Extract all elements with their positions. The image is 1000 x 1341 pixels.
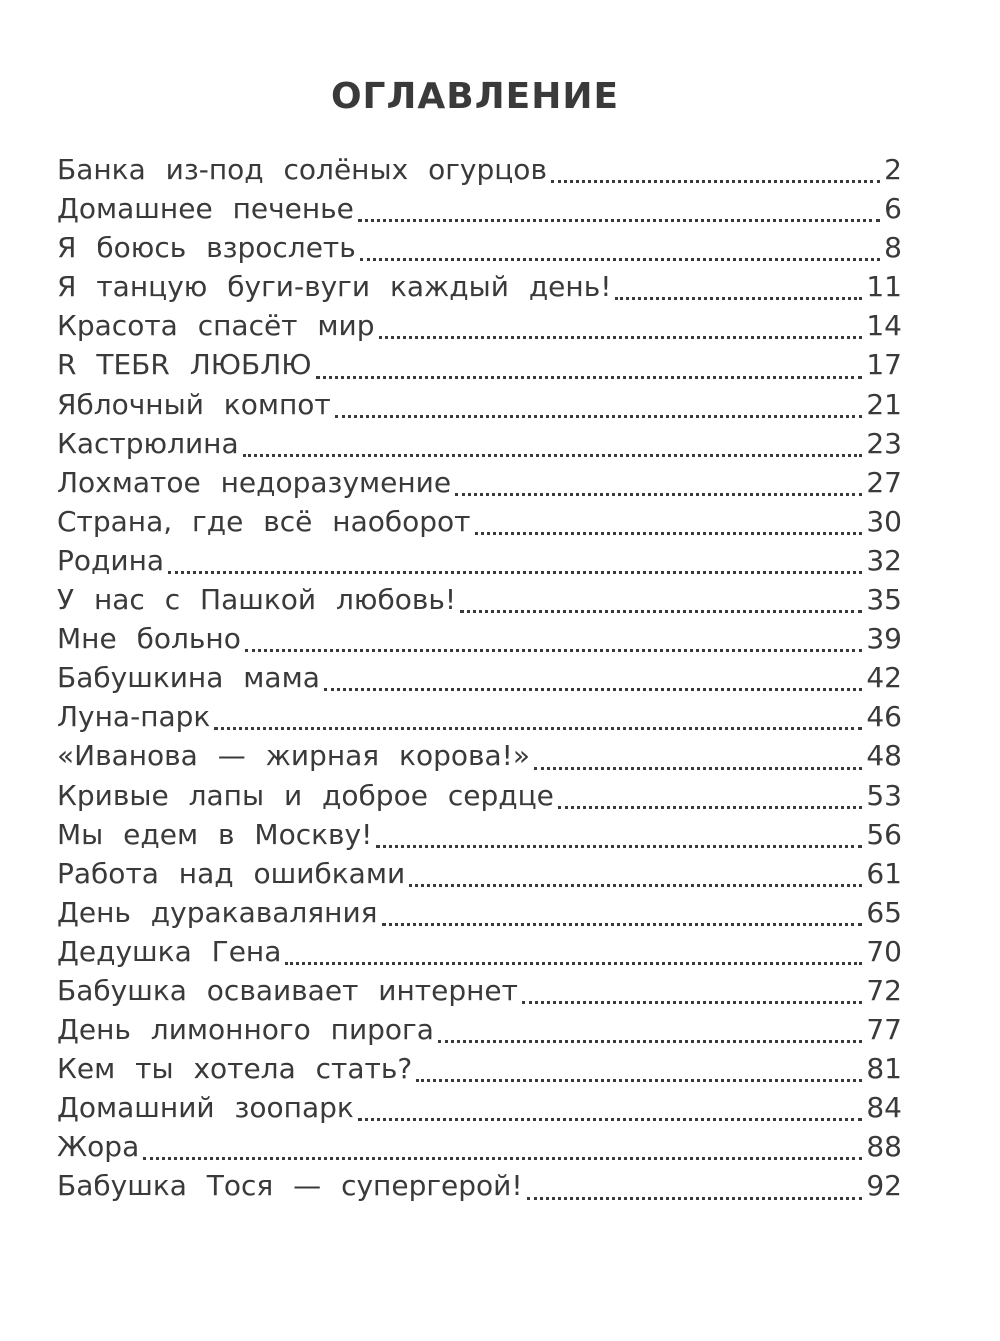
- toc-entry-title: Луна-парк: [57, 700, 211, 734]
- dot-leader: [416, 1079, 862, 1082]
- toc-entry: [57, 150, 902, 189]
- toc-entry: [57, 580, 902, 619]
- toc-entry-title: «Иванова — жирная корова!»: [57, 739, 531, 773]
- toc-entry-page-number: 30: [866, 504, 902, 538]
- dot-leader: [534, 767, 862, 770]
- toc-entry-title: Бабушка Тося — супергерой!: [57, 1169, 523, 1203]
- toc-entry-page-number: 42: [866, 661, 902, 695]
- dot-leader: [379, 336, 863, 339]
- toc-entry-page-number: 39: [866, 622, 902, 656]
- dot-leader: [460, 610, 862, 613]
- toc-entry: [57, 1088, 902, 1127]
- dot-leader: [358, 1118, 863, 1121]
- dot-leader: [475, 532, 863, 535]
- toc-entry-title: Домашнее печенье: [57, 192, 354, 226]
- toc-entry: [57, 854, 902, 893]
- toc-entry-title: Работа над ошибками: [57, 856, 406, 890]
- toc-entry-title: Яблочный компот: [57, 387, 331, 421]
- toc-entry-page-number: 81: [866, 1052, 902, 1086]
- toc-entry-page-number: 6: [884, 192, 902, 226]
- toc-entry-title: Мне больно: [57, 622, 241, 656]
- dot-leader: [527, 1197, 863, 1200]
- dot-leader: [214, 727, 862, 730]
- toc-entry-title: R ТЕБR ЛЮБЛЮ: [57, 348, 312, 382]
- toc-entry-title: Банка из-под солёных огурцов: [57, 153, 547, 186]
- dot-leader: [285, 962, 862, 965]
- toc-entry: [57, 893, 902, 932]
- toc-entry-page-number: 92: [866, 1169, 902, 1203]
- toc-entry-page-number: 46: [866, 700, 902, 734]
- toc-entry: [57, 619, 902, 658]
- toc-entry-page-number: 2: [884, 153, 902, 186]
- toc-entry-title: Мы едем в Москву!: [57, 817, 373, 851]
- toc-entry-page-number: 70: [866, 934, 902, 968]
- toc-entry-page-number: 56: [866, 817, 902, 851]
- dot-leader: [455, 493, 862, 496]
- dot-leader: [324, 688, 862, 691]
- toc-entry-title: Кастрюлина: [57, 426, 239, 460]
- dot-leader: [143, 1157, 862, 1160]
- toc-entry-title: Лохматое недоразумение: [57, 465, 452, 499]
- toc-entry-page-number: 8: [884, 231, 902, 265]
- toc-entry: [57, 189, 902, 228]
- dot-leader: [522, 1001, 862, 1004]
- toc-entry: [57, 385, 902, 424]
- toc-entry-page-number: 32: [866, 543, 902, 577]
- toc-entry-title: Родина: [57, 543, 165, 577]
- toc-entry-title: Бабушка осваивает интернет: [57, 973, 518, 1007]
- dot-leader: [376, 845, 862, 848]
- dot-leader: [558, 806, 862, 809]
- toc-entry: [57, 345, 902, 384]
- table-of-contents: [57, 150, 902, 1206]
- toc-entry-page-number: 48: [866, 739, 902, 773]
- toc-entry-title: Кем ты хотела стать?: [57, 1052, 413, 1086]
- toc-entry-page-number: 11: [866, 270, 902, 304]
- dot-leader: [360, 258, 880, 261]
- toc-entry: [57, 1010, 902, 1049]
- dot-leader: [382, 923, 863, 926]
- toc-entry: [57, 1049, 902, 1088]
- dot-leader: [335, 415, 863, 418]
- toc-entry-page-number: 65: [866, 895, 902, 929]
- toc-entry: [57, 228, 902, 267]
- toc-entry: [57, 971, 902, 1010]
- toc-entry: [57, 697, 902, 736]
- toc-entry-title: Домашний зоопарк: [57, 1091, 354, 1125]
- toc-entry: [57, 267, 902, 306]
- dot-leader: [358, 219, 880, 222]
- toc-entry-title: День дуракаваляния: [57, 895, 378, 929]
- toc-entry-page-number: 84: [866, 1091, 902, 1125]
- toc-entry: [57, 776, 902, 815]
- toc-entry-title: Страна, где всё наоборот: [57, 504, 471, 538]
- dot-leader: [615, 297, 862, 300]
- toc-entry-page-number: 53: [866, 778, 902, 812]
- toc-entry-title: Бабушкина мама: [57, 661, 320, 695]
- dot-leader: [168, 571, 862, 574]
- toc-entry-page-number: 27: [866, 465, 902, 499]
- toc-entry-title: Я боюсь взрослеть: [57, 231, 356, 265]
- toc-entry-page-number: 35: [866, 583, 902, 617]
- dot-leader: [551, 180, 880, 183]
- toc-entry: [57, 463, 902, 502]
- toc-entry: [57, 932, 902, 971]
- toc-entry: [57, 306, 902, 345]
- toc-entry-page-number: 77: [866, 1013, 902, 1047]
- toc-entry-page-number: 88: [866, 1130, 902, 1164]
- toc-entry-title: Дедушка Гена: [57, 934, 282, 968]
- toc-entry: [57, 658, 902, 697]
- toc-entry-title: День лимонного пирога: [57, 1013, 434, 1047]
- toc-entry: [57, 736, 902, 775]
- dot-leader: [438, 1040, 862, 1043]
- toc-entry: [57, 1166, 902, 1205]
- dot-leader: [409, 884, 862, 887]
- toc-entry-title: Красота спасёт мир: [57, 309, 375, 343]
- toc-entry: [57, 1127, 902, 1166]
- toc-entry-title: Кривые лапы и доброе сердце: [57, 778, 554, 812]
- dot-leader: [245, 649, 863, 652]
- toc-entry-page-number: 61: [866, 856, 902, 890]
- toc-entry: [57, 502, 902, 541]
- toc-entry-title: Жора: [57, 1130, 140, 1164]
- toc-entry: [57, 815, 902, 854]
- toc-entry-page-number: 14: [866, 309, 902, 343]
- page-title: ОГЛАВЛЕНИЕ: [330, 76, 620, 117]
- toc-entry-page-number: 23: [866, 426, 902, 460]
- toc-entry-title: Я танцую буги-вуги каждый день!: [57, 270, 612, 304]
- toc-entry: [57, 541, 902, 580]
- toc-entry-page-number: 72: [866, 973, 902, 1007]
- dot-leader: [316, 376, 863, 379]
- toc-entry: [57, 424, 902, 463]
- toc-entry-page-number: 21: [866, 387, 902, 421]
- toc-entry-page-number: 17: [866, 348, 902, 382]
- dot-leader: [243, 454, 863, 457]
- toc-entry-title: У нас с Пашкой любовь!: [57, 583, 457, 617]
